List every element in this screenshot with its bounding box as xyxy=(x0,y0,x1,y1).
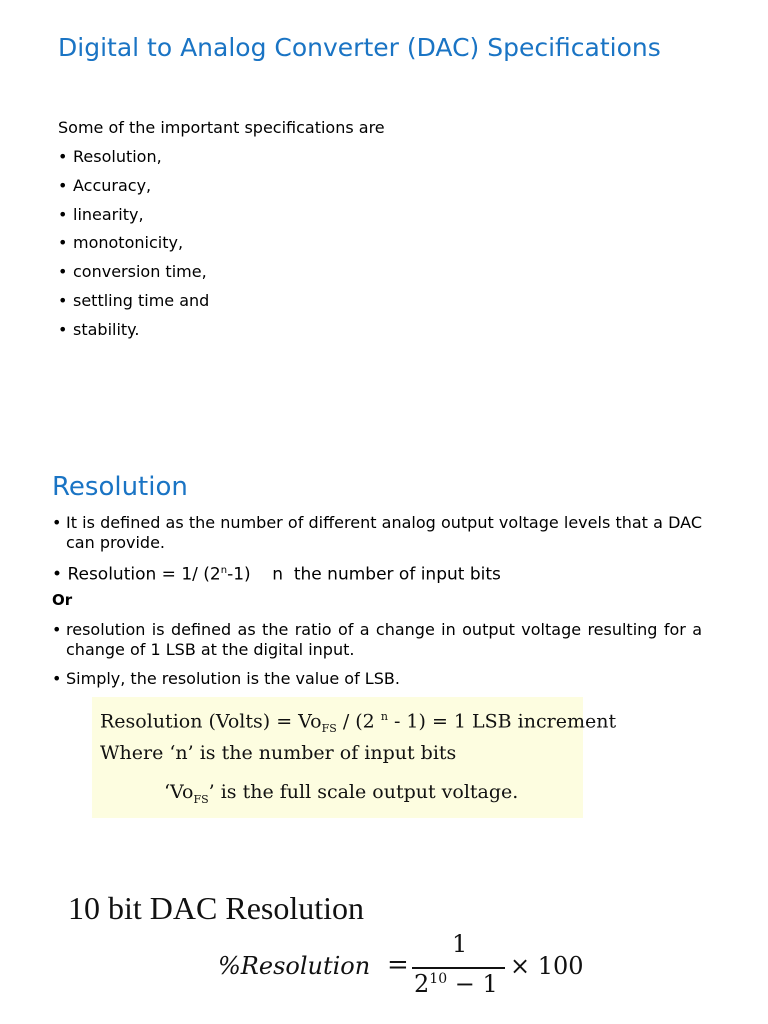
formula-suffix: -1) xyxy=(227,564,251,585)
bullet-icon: • xyxy=(52,564,68,585)
equation-denominator: $2^{10} - 1$ xyxy=(414,970,498,998)
dac-resolution-title: 10 bit DAC Resolution xyxy=(68,890,365,926)
intro-text: Some of the important specifications are xyxy=(58,118,385,137)
equation-lhs: %Resolution xyxy=(218,952,371,980)
ratio-paragraph xyxy=(52,620,702,660)
list-item: • monotonicity, xyxy=(58,232,209,261)
list-item: • linearity, xyxy=(58,204,209,233)
list-item: • Accuracy, xyxy=(58,175,209,204)
or-label: Or xyxy=(52,591,73,609)
lsb-text: Simply, the resolution is the value of LSB. xyxy=(66,669,400,688)
definition-text: It is defined as the number of different analog output voltage levels that a DAC can provide. xyxy=(66,513,702,552)
formula-box-line3: ‘$Vo_{FS}$’ is the full scale output voltage. xyxy=(164,781,519,806)
formula-box-line2: Where ‘n’ is the number of input bits xyxy=(100,742,457,764)
equation-equals: = xyxy=(387,950,409,980)
resolution-heading: Resolution xyxy=(52,472,188,502)
formula-box-line1: Resolution (Volts) = $Vo_{FS} / (2$ $^n$ - 1) = 1 LSB increment xyxy=(100,710,617,736)
definition-paragraph xyxy=(52,513,702,553)
spec-list xyxy=(58,146,209,348)
formula-note: n the number of input bits xyxy=(272,564,501,585)
formula-exponent: n xyxy=(220,565,228,576)
fraction-bar xyxy=(412,967,505,969)
bullet-icon: • xyxy=(52,513,62,532)
resolution-formula xyxy=(52,560,501,586)
list-item: • Resolution, xyxy=(58,146,209,175)
page-title: Digital to Analog Converter (DAC) Specifications xyxy=(58,33,661,62)
bullet-icon: • xyxy=(52,620,62,639)
formula-box xyxy=(92,697,617,818)
equation-numerator: 1 xyxy=(452,930,468,958)
equation-multiplier: × 100 xyxy=(510,952,584,980)
list-item: • conversion time, xyxy=(58,261,209,290)
bullet-icon: • xyxy=(52,669,62,688)
list-item: • settling time and xyxy=(58,290,209,319)
list-item: • stability. xyxy=(58,319,209,348)
ratio-text: resolution is defined as the ratio of a change in output voltage resulting for a change of 1 LSB at the digital input. xyxy=(66,620,702,659)
lsb-paragraph xyxy=(52,669,702,689)
formula-prefix: Resolution = 1/ (2 xyxy=(67,564,221,585)
